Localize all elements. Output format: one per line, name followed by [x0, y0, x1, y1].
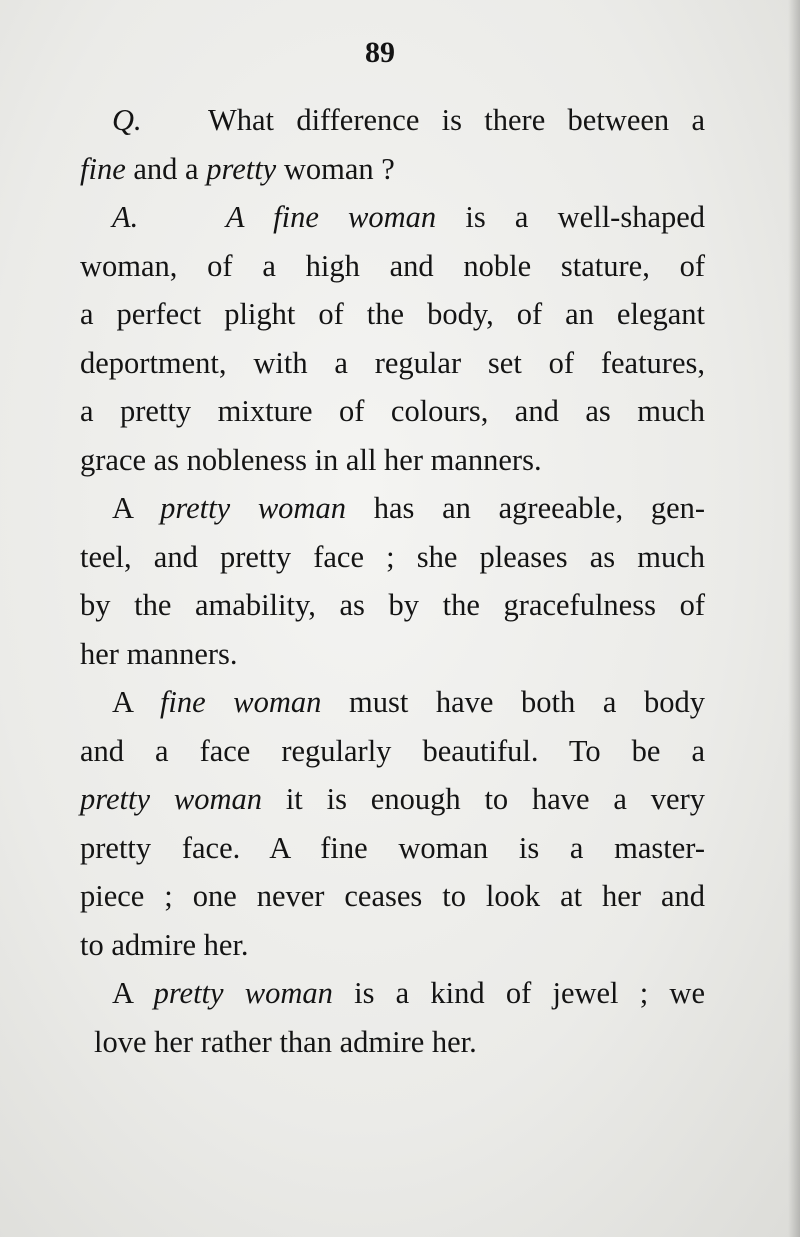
question-paragraph: [80, 96, 705, 193]
text-span: must have both a body: [348, 685, 706, 719]
italic-phrase: pretty woman: [80, 782, 262, 816]
text-line: [80, 193, 705, 242]
paragraph-pretty-woman: [80, 484, 705, 678]
text-line: teel, and pretty face ; she pleases as much: [80, 539, 705, 574]
text-line: [80, 775, 705, 824]
text-line: [80, 484, 705, 533]
italic-phrase: pretty woman: [153, 976, 333, 1010]
text-line: grace as nobleness in all her manners.: [80, 442, 542, 477]
text-line: a pretty mixture of colours, and as much: [80, 394, 705, 428]
text-line: piece ; one never ceases to look at her and: [80, 879, 705, 913]
text-line: pretty face. A fine woman is a master-: [80, 830, 705, 865]
text-line: [80, 145, 705, 194]
body-text: [80, 96, 705, 1066]
text-line: love her rather than admire her.: [94, 1024, 477, 1059]
text-line: by the amability, as by the gracefulness of: [80, 588, 705, 622]
answer-paragraph: [80, 193, 705, 484]
answer-label: A.: [112, 200, 139, 234]
text-span: A: [112, 685, 133, 719]
text-span: woman ?: [283, 151, 395, 186]
italic-word: pretty: [206, 151, 277, 186]
text-span: has an agreeable, gen-: [373, 491, 706, 525]
text-line: [80, 969, 705, 1018]
text-span: A: [112, 976, 133, 1010]
text-line: woman, of a high and noble stature, of: [80, 248, 705, 283]
text-span: is a kind of jewel ; we: [354, 976, 705, 1010]
italic-phrase: pretty woman: [160, 491, 346, 525]
text-span: A: [112, 491, 133, 525]
text-span: and a: [133, 151, 199, 186]
text-line: and a face regularly beautiful. To be a: [80, 733, 705, 768]
text-line: deportment, with a regular set of features,: [80, 345, 705, 380]
text-line: her manners.: [80, 636, 238, 671]
question-text: What difference is there between a: [207, 103, 705, 137]
text-line: a perfect plight of the body, of an elegant: [80, 297, 705, 331]
italic-phrase: fine woman: [159, 685, 322, 719]
italic-word: fine: [80, 151, 126, 186]
text-span: is a well-shaped: [465, 200, 706, 234]
italic-phrase: A fine woman: [225, 200, 437, 234]
page-number: 89: [365, 36, 395, 69]
paragraph-jewel: [80, 969, 705, 1066]
text-line: [80, 96, 705, 145]
text-span: it is enough to have a very: [285, 782, 705, 816]
text-line: [80, 678, 705, 727]
question-label: Q.: [112, 103, 142, 137]
page-edge-shadow: [788, 0, 800, 1237]
text-line: to admire her.: [80, 927, 249, 962]
paragraph-fine-woman: [80, 678, 705, 969]
